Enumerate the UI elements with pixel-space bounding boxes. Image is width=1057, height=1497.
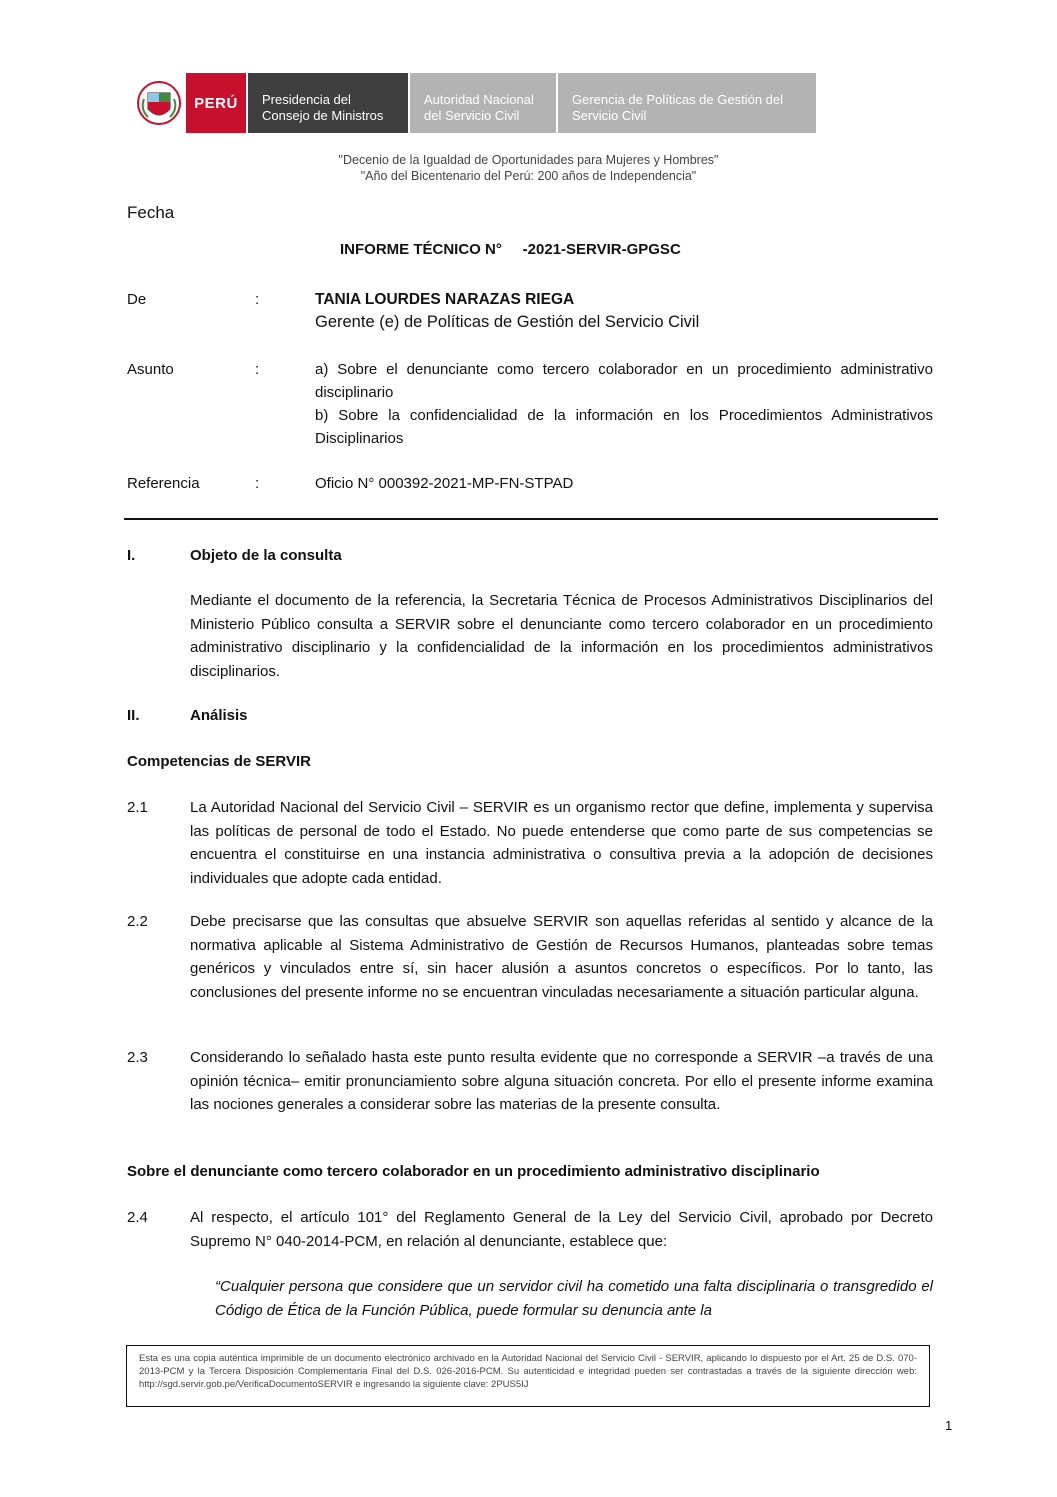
header-gerencia-line1: Gerencia de Políticas de Gestión del [572,92,784,107]
asunto-a: a) Sobre el denunciante como tercero colaborador en un procedimiento administrativo disciplinario [315,361,933,401]
institutional-header [130,73,816,133]
peru-coat-of-arms-icon [136,79,182,127]
section1-number: I. [127,547,136,564]
header-gerencia [558,73,816,133]
header-gerencia-line2: Servicio Civil [572,108,647,123]
p21-number: 2.1 [127,799,148,816]
slogan-line-1: "Decenio de la Igualdad de Oportunidades para Mujeres y Hombres" [338,153,719,167]
header-pcm [248,73,408,133]
de-colon: : [255,291,260,308]
asunto-label: Asunto [127,361,174,378]
referencia-value: Oficio N° 000392-2021-MP-FN-STPAD [315,475,574,492]
p23-number: 2.3 [127,1049,148,1066]
section1-text: Mediante el documento de la referencia, la Secretaria Técnica de Procesos Administrativos Disciplinarios del Ministerio Público consulta a SERVIR sobre el denunciante como tercero colaborador en un procedimiento administrativo disciplinario y la confidencialidad de la información en los procedimientos administrativos disciplinarios. [190,592,933,680]
header-pcm-line2: Consejo de Ministros [262,108,384,123]
header-divider [124,518,938,520]
coat-of-arms-area [130,73,186,133]
referencia-label: Referencia [127,475,200,492]
peru-brand: PERÚ [186,73,246,133]
p23-text: Considerando lo señalado hasta este punto resulta evidente que no corresponde a SERVIR –a través de una opinión técnica– emitir pronunciamiento sobre alguna situación concreta. Por ello el presente informe examina las nociones generales a considerar sobre las materias de la presente consulta. [190,1049,933,1113]
de-label: De [127,291,147,308]
section2-number: II. [127,707,140,724]
p24-text: Al respecto, el artículo 101° del Reglamento General de la Ley del Servicio Civil, aprobado por Decreto Supremo N° 040-2014-PCM, en relación al denunciante, establece que: [190,1209,933,1250]
section2-title: Análisis [190,707,248,724]
slogan-line-2: "Año del Bicentenario del Perú: 200 años de Independencia" [360,169,697,183]
header-servir-line1: Autoridad Nacional [424,92,534,107]
de-role: Gerente (e) de Políticas de Gestión del Servicio Civil [315,313,700,331]
header-servir [410,73,556,133]
p21-text: La Autoridad Nacional del Servicio Civil – SERVIR es un organismo rector que define, implementa y supervisa las políticas de personal de todo el Estado. No puede entenderse que como parte de sus competencias se encuentra el constituirse en una instancia administrativa o consultiva previa a la adopción de decisiones individuales que adopte cada entidad. [190,799,933,887]
page-number: 1 [945,1418,953,1433]
p24-number: 2.4 [127,1209,148,1226]
report-title: INFORME TÉCNICO N° -2021-SERVIR-GPGSC [340,241,681,258]
p22-number: 2.2 [127,913,148,930]
subheading-competencias: Competencias de SERVIR [127,753,311,770]
referencia-colon: : [255,475,260,492]
de-name: TANIA LOURDES NARAZAS RIEGA [315,291,575,308]
p22-text: Debe precisarse que las consultas que absuelve SERVIR son aquellas referidas al sentido y alcance de la normativa aplicable al Sistema Administrativo de Gestión de Recursos Humanos, planteadas sobre temas genéricos y vinculados entre sí, sin hacer alusión a asuntos concretos o específicos. Por lo tanto, las conclusiones del presente informe no se encuentran vinculadas necesariamente a situación particular alguna. [190,913,933,1001]
header-pcm-line1: Presidencia del [262,92,351,107]
asunto-b: b) Sobre la confidencialidad de la información en los Procedimientos Administrativos Disciplinarios [315,407,933,447]
quote-text: “Cualquier persona que considere que un servidor civil ha cometido una falta disciplinaria o transgredido el Código de Ética de la Función Pública, puede formular su denuncia ante la [215,1278,933,1319]
fecha-label: Fecha [127,203,175,222]
authenticity-footer: Esta es una copia auténtica imprimible de un documento electrónico archivado en la Autoridad Nacional del Servicio Civil - SERVIR, aplicando lo dispuesto por el Art. 25 de D.S. 070-2013-PCM y la Tercera Disposición Complementaria Final del D.S. 026-2016-PCM. Su autenticidad e integridad pueden ser contrastadas a través de la siguiente dirección web: http://sgd.servir.gob.pe/VerificaDocumentoSERVIR e ingresando la siguiente clave: 2PUS5IJ [126,1345,930,1407]
asunto-colon: : [255,361,260,378]
section1-title: Objeto de la consulta [190,547,342,564]
subheading-denunciante: Sobre el denunciante como tercero colaborador en un procedimiento administrativo disciplinario [127,1163,820,1180]
header-servir-line2: del Servicio Civil [424,108,520,123]
